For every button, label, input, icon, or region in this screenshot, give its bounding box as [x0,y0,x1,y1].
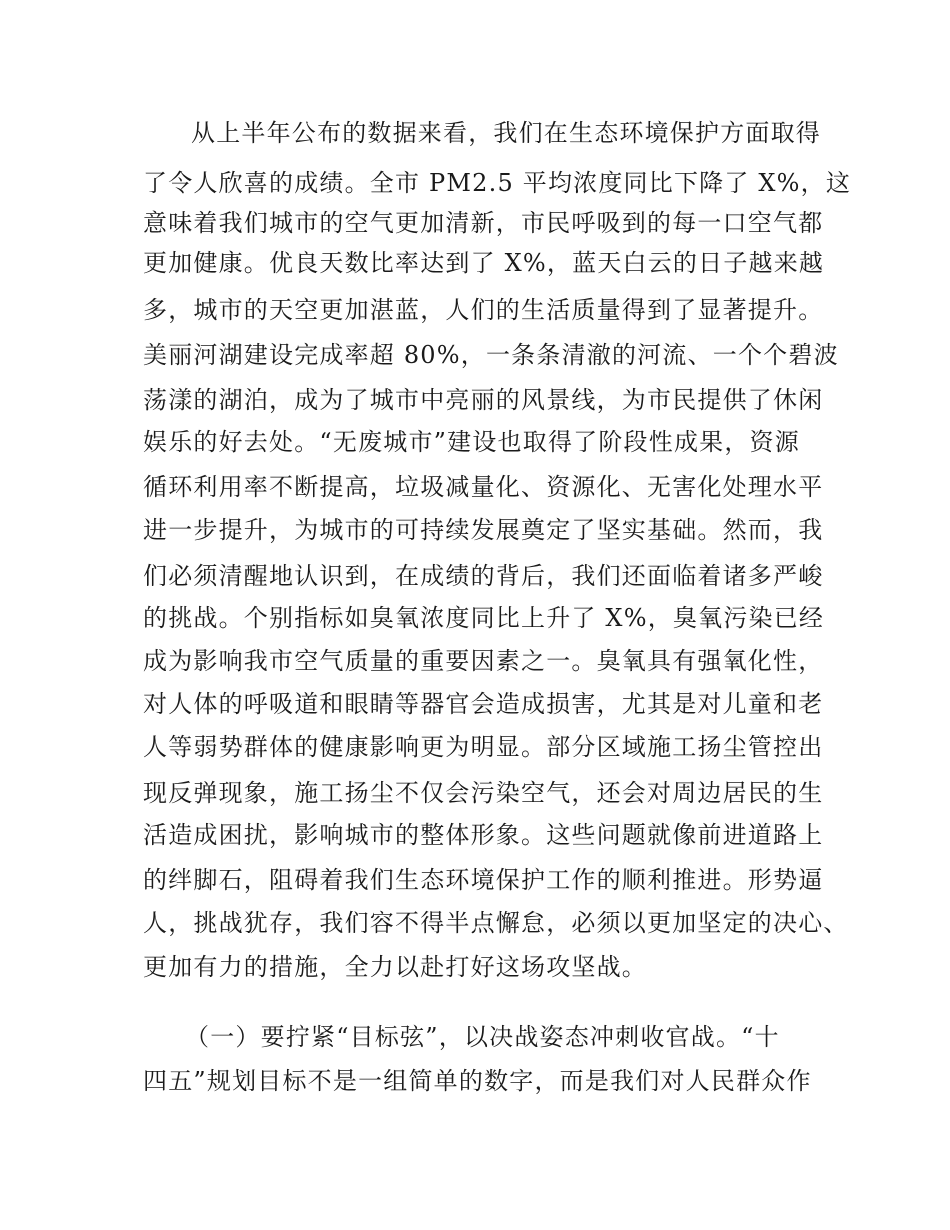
text-line: 更加健康。优良天数比率达到了 X%，蓝天白云的日子越来越 [143,249,825,277]
text-line: 人，挑战犹存，我们容不得半点懈怠，必须以更加坚定的决心、 [143,909,849,937]
text-line: 从上半年公布的数据来看，我们在生态环境保护方面取得 [191,119,821,147]
text-line: 们必须清醒地认识到，在成绩的背后，我们还面临着诸多严峻 [143,562,824,590]
text-line: 进一步提升，为城市的可持续发展奠定了坚实基础。然而，我 [143,516,824,544]
text-line: 现反弹现象，施工扬尘不仅会污染空气，还会对周边居民的生 [143,779,824,807]
text-line: 娱乐的好去处。“无废城市”建设也取得了阶段性成果，资源 [143,428,800,456]
text-line: 多，城市的天空更加湛蓝，人们的生活质量得到了显著提升。 [143,296,824,324]
text-line: 的绊脚石，阻碍着我们生态环境保护工作的顺利推进。形势逼 [143,866,824,894]
text-line: 意味着我们城市的空气更加清新，市民呼吸到的每一口空气都 [143,209,824,237]
text-line: 的挑战。个别指标如臭氧浓度同比上升了 X%，臭氧污染已经 [143,604,825,632]
text-line: 四五”规划目标不是一组简单的数字，而是我们对人民群众作 [143,1067,812,1095]
text-line: 成为影响我市空气质量的重要因素之一。臭氧具有强氧化性， [143,647,824,675]
text-line: （一）要拧紧“目标弦”，以决战姿态冲刺收官战。“十 [185,1023,780,1051]
text-line: 对人体的呼吸道和眼睛等器官会造成损害，尤其是对儿童和老 [143,690,824,718]
text-line: 荡漾的湖泊，成为了城市中亮丽的风景线，为市民提供了休闲 [143,386,824,414]
text-line: 人等弱势群体的健康影响更为明显。部分区域施工扬尘管控出 [143,733,824,761]
text-line: 美丽河湖建设完成率超 80%，一条条清澈的河流、一个个碧波 [143,341,839,369]
text-line: 循环利用率不断提高，垃圾减量化、资源化、无害化处理水平 [143,473,824,501]
text-line: 活造成困扰，影响城市的整体形象。这些问题就像前进道路上 [143,821,824,849]
text-line: 更加有力的措施，全力以赴打好这场攻坚战。 [143,953,647,981]
text-line: 了令人欣喜的成绩。全市 PM2.5 平均浓度同比下降了 X%，这 [143,169,852,197]
